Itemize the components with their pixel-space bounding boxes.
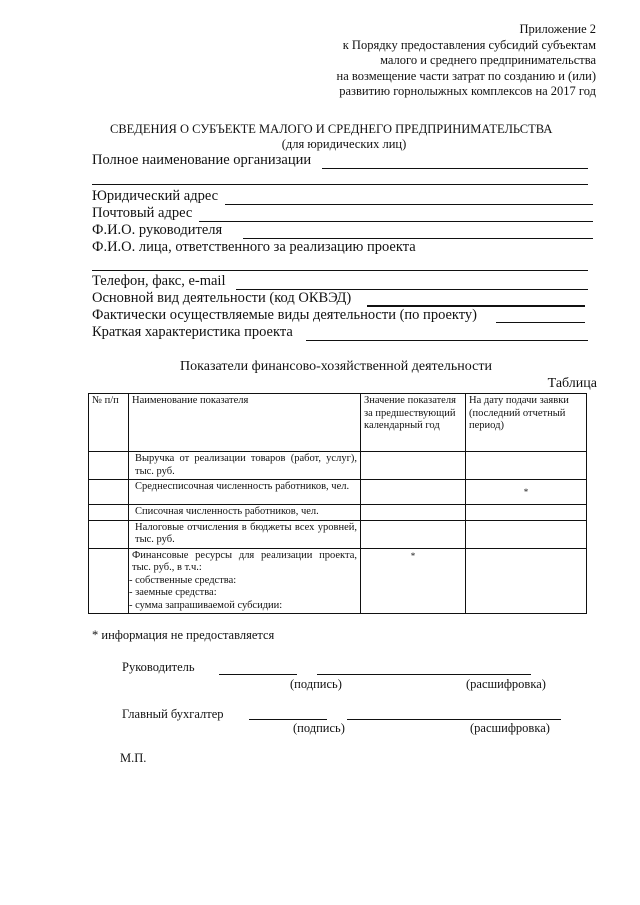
row-sub-item: - сумма запрашиваемой субсидии: <box>129 599 283 611</box>
legal-address-line[interactable] <box>225 204 593 205</box>
director-decoding-hint: (расшифровка) <box>466 677 546 691</box>
row-prev-cell[interactable] <box>361 480 466 505</box>
row-name-cell: Списочная численность работников, чел. <box>129 505 361 521</box>
director-signature-line[interactable] <box>219 674 297 675</box>
actual-activity-label: Фактически осуществляемые виды деятельности (по проекту) <box>92 307 478 323</box>
table-header-row <box>89 394 587 452</box>
appendix-line: малого и среднего предпринимательства <box>380 53 596 67</box>
row-name-text: Финансовые ресурсы для реализации проекта, тыс. руб., в т.ч.: <box>132 549 357 573</box>
director-signature-label: Руководитель <box>122 660 195 674</box>
row-num-cell <box>89 480 129 505</box>
row-prev-cell[interactable]: * <box>361 548 466 614</box>
row-num-cell <box>89 520 129 548</box>
appendix-header <box>337 22 596 100</box>
document-title: СВЕДЕНИЯ О СУБЪЕКТЕ МАЛОГО И СРЕДНЕГО ПРЕДПРИНИМАТЕЛЬСТВА <box>110 122 553 136</box>
row-num-cell <box>89 452 129 480</box>
row-prev-cell[interactable] <box>361 452 466 480</box>
contacts-label: Телефон, факс, e-mail <box>92 273 226 289</box>
project-summary-line[interactable] <box>306 340 588 341</box>
director-signature-hint: (подпись) <box>290 677 342 691</box>
indicators-table <box>88 393 587 614</box>
row-app-cell[interactable] <box>466 520 587 548</box>
row-app-cell[interactable] <box>466 548 587 614</box>
row-prev-cell[interactable] <box>361 520 466 548</box>
stamp-place: М.П. <box>120 751 147 765</box>
project-summary-label: Краткая характеристика проекта <box>92 324 293 340</box>
indicators-title: Показатели финансово-хозяйственной деятельности <box>180 359 492 374</box>
accountant-decoding-line[interactable] <box>347 719 561 720</box>
appendix-line: на возмещение части затрат по созданию и (или) <box>336 68 596 83</box>
appendix-line: развитию горнолыжных комплексов на 2017 год <box>339 84 596 98</box>
legal-address-label: Юридический адрес <box>92 188 219 204</box>
header-prev-year: Значение показателя за предшествующий календарный год <box>361 394 466 452</box>
director-decoding-line[interactable] <box>317 674 531 675</box>
row-num-cell <box>89 505 129 521</box>
accountant-decoding-hint: (расшифровка) <box>470 721 550 735</box>
table-row <box>89 548 587 614</box>
table-row <box>89 480 587 505</box>
row-app-cell[interactable] <box>466 452 587 480</box>
accountant-signature-line[interactable] <box>249 719 327 720</box>
row-name-cell <box>129 548 361 614</box>
actual-activity-line[interactable] <box>496 322 585 323</box>
table-row <box>89 452 587 480</box>
header-num: № п/п <box>89 394 129 452</box>
table-row <box>89 520 587 548</box>
appendix-line: Приложение 2 <box>519 22 596 36</box>
accountant-signature-label: Главный бухгалтер <box>122 707 224 721</box>
responsible-label: Ф.И.О. лица, ответственного за реализацию проекта <box>92 239 416 255</box>
postal-address-line[interactable] <box>199 221 593 222</box>
row-num-cell <box>89 548 129 614</box>
row-sub-item: - заемные средства: <box>129 587 217 598</box>
accountant-signature-hint: (подпись) <box>293 721 345 735</box>
row-name-cell: Выручка от реализации товаров (работ, услуг), тыс. руб. <box>129 452 361 480</box>
org-name-line[interactable] <box>322 168 588 169</box>
row-app-cell[interactable] <box>466 505 587 521</box>
org-name-label: Полное наименование организации <box>92 152 312 168</box>
row-name-cell: Среднесписочная численность работников, чел. <box>129 480 361 505</box>
director-label: Ф.И.О. руководителя <box>92 222 223 238</box>
document-subtitle: (для юридических лиц) <box>281 137 407 151</box>
row-name-cell: Налоговые отчисления в бюджеты всех уровней, тыс. руб. <box>129 520 361 548</box>
row-sub-item: - собственные средства: <box>129 574 237 586</box>
header-name: Наименование показателя <box>129 394 361 452</box>
footnote: * информация не предоставляется <box>92 628 275 642</box>
responsible-line[interactable] <box>92 270 588 271</box>
table-row <box>89 505 587 521</box>
header-application-date: На дату подачи заявки (последний отчетный период) <box>466 394 587 452</box>
postal-address-label: Почтовый адрес <box>92 205 193 221</box>
row-prev-cell[interactable] <box>361 505 466 521</box>
row-app-cell[interactable]: * <box>466 480 587 505</box>
table-label: Таблица <box>547 376 597 391</box>
main-activity-label: Основной вид деятельности (код ОКВЭД) <box>92 290 352 306</box>
org-name-line-2[interactable] <box>92 184 588 185</box>
appendix-line: к Порядку предоставления субсидий субъектам <box>342 37 596 52</box>
